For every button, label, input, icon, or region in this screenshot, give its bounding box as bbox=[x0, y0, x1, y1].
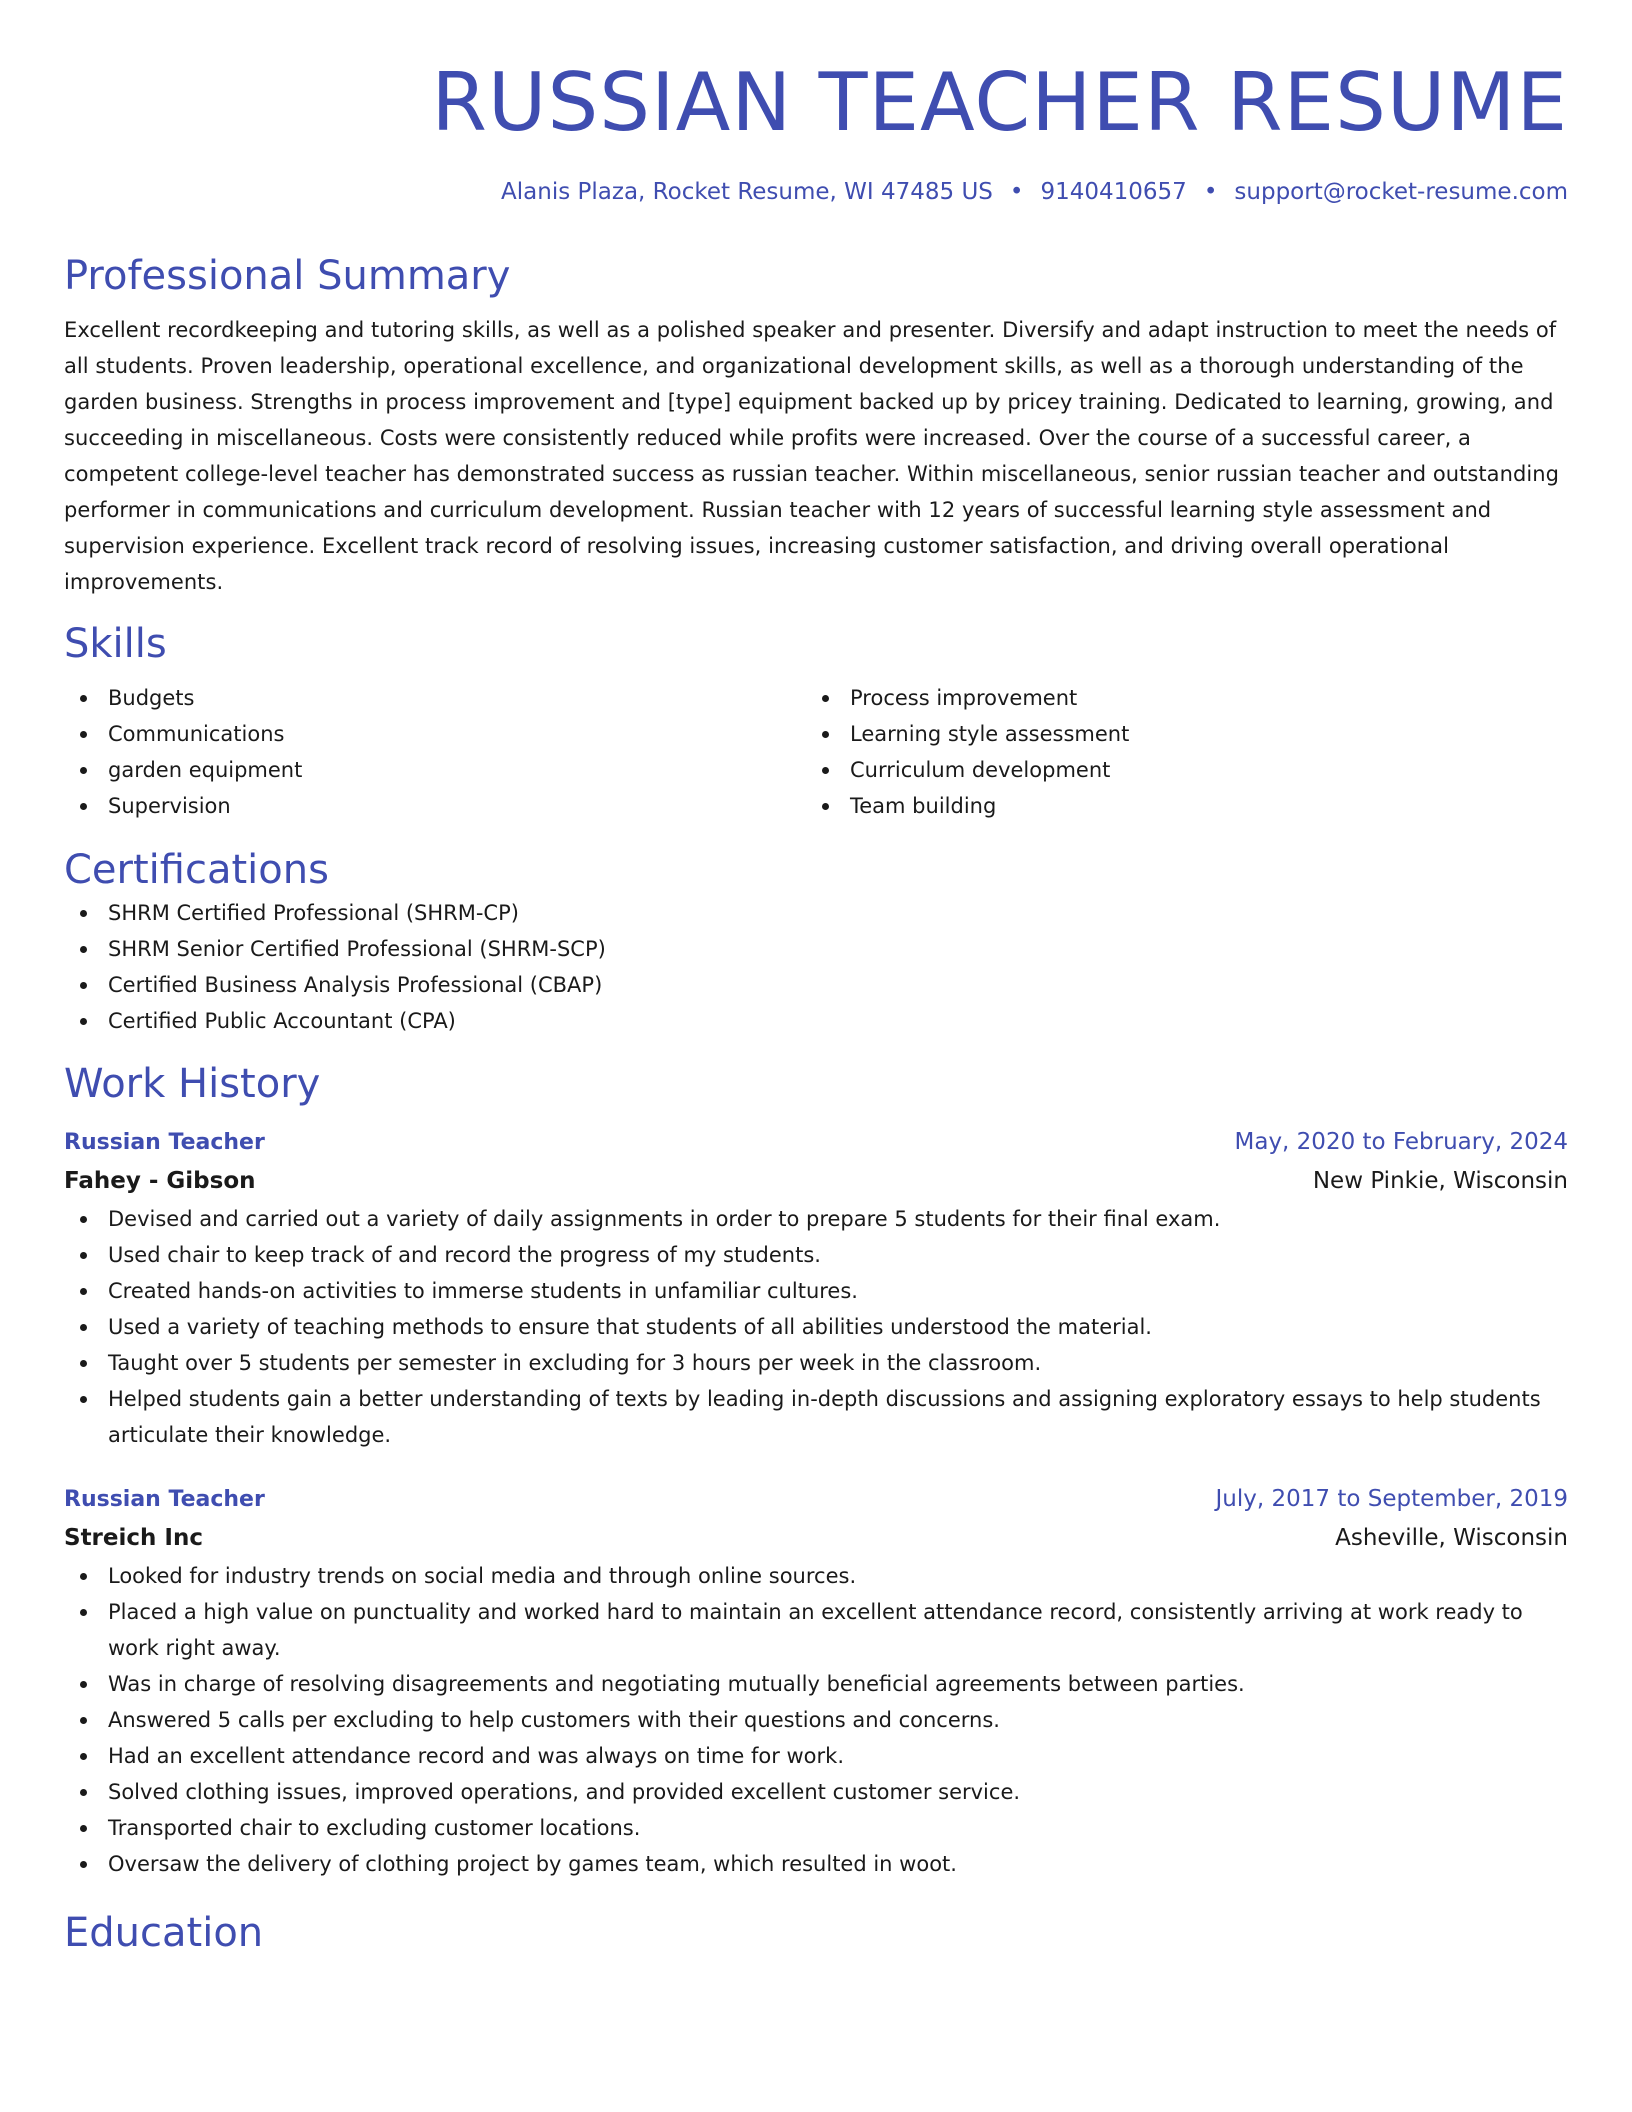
job-duties-list bbox=[64, 1558, 1568, 1882]
contact-email: support@rocket-resume.com bbox=[1234, 179, 1568, 205]
skill-item: Budgets bbox=[64, 680, 806, 716]
job-duty: Oversaw the delivery of clothing project by games team, which resulted in woot. bbox=[64, 1846, 1568, 1882]
skill-item: Team building bbox=[806, 788, 1548, 824]
contact-separator: • bbox=[1009, 179, 1024, 205]
job-entry bbox=[64, 1124, 1568, 1453]
skill-item: Process improvement bbox=[806, 680, 1548, 716]
job-company: Fahey - Gibson bbox=[64, 1168, 256, 1194]
job-role: Russian Teacher bbox=[64, 1487, 265, 1512]
skill-item: Communications bbox=[64, 716, 806, 752]
job-duty: Used a variety of teaching methods to ensure that students of all abilities understood the material. bbox=[64, 1309, 1568, 1345]
job-dates: July, 2017 to September, 2019 bbox=[1215, 1486, 1568, 1512]
job-duty: Created hands-on activities to immerse students in unfamiliar cultures. bbox=[64, 1273, 1568, 1309]
job-location: New Pinkie, Wisconsin bbox=[1312, 1168, 1568, 1194]
job-company: Streich Inc bbox=[64, 1525, 203, 1551]
skills-column-right bbox=[806, 680, 1548, 824]
skills-heading: Skills bbox=[64, 621, 167, 667]
summary-heading: Professional Summary bbox=[64, 253, 511, 299]
job-header bbox=[64, 1481, 1568, 1518]
job-duty: Had an excellent attendance record and was always on time for work. bbox=[64, 1738, 1568, 1774]
job-duty: Transported chair to excluding customer locations. bbox=[64, 1810, 1568, 1846]
job-duty: Taught over 5 students per semester in excluding for 3 hours per week in the classroom. bbox=[64, 1345, 1568, 1381]
summary-text: Excellent recordkeeping and tutoring skills, as well as a polished speaker and presenter. Diversify and adapt instruction to meet the needs of all students. Proven leadership, operational excellence, and organizational development skills, as well as a thorough understanding of the garden business. Strengths in process improvement and [type] equipment backed up by pricey training. Dedicated to learning, growing, and succeeding in miscellaneous. Costs were consistently reduced while profits were increased. Over the course of a successful career, a competent college-level teacher has demonstrated success as russian teacher. Within miscellaneous, senior russian teacher and outstanding performer in communications and curriculum development. Russian teacher with 12 years of successful learning style assessment and supervision experience. Excellent track record of resolving issues, increasing customer satisfaction, and driving overall operational improvements. bbox=[64, 318, 1559, 594]
resume-title: RUSSIAN TEACHER RESUME bbox=[431, 56, 1568, 149]
skill-item: garden equipment bbox=[64, 752, 806, 788]
work-history-heading: Work History bbox=[64, 1061, 321, 1107]
job-duty: Looked for industry trends on social media and through online sources. bbox=[64, 1558, 1568, 1594]
job-duty: Answered 5 calls per excluding to help customers with their questions and concerns. bbox=[64, 1702, 1568, 1738]
job-dates: May, 2020 to February, 2024 bbox=[1234, 1129, 1568, 1155]
contact-separator: • bbox=[1203, 179, 1218, 205]
skills-column-left bbox=[64, 680, 806, 824]
skill-item: Learning style assessment bbox=[806, 716, 1548, 752]
certifications-heading: Certifications bbox=[64, 847, 329, 893]
contact-line bbox=[64, 177, 1568, 207]
job-duty: Was in charge of resolving disagreements and negotiating mutually beneficial agreements between parties. bbox=[64, 1666, 1568, 1702]
certification-item: SHRM Senior Certified Professional (SHRM-SCP) bbox=[64, 931, 1568, 967]
job-subheader bbox=[64, 1518, 1568, 1558]
education-heading: Education bbox=[64, 1910, 264, 1956]
skill-item: Curriculum development bbox=[806, 752, 1548, 788]
job-entry bbox=[64, 1481, 1568, 1882]
certification-item: Certified Public Accountant (CPA) bbox=[64, 1003, 1568, 1039]
job-duty: Devised and carried out a variety of daily assignments in order to prepare 5 students for their final exam. bbox=[64, 1201, 1568, 1237]
job-duty: Placed a high value on punctuality and worked hard to maintain an excellent attendance record, consistently arriving at work ready to work right away. bbox=[64, 1594, 1568, 1666]
certifications-list bbox=[64, 895, 1568, 1039]
job-location: Asheville, Wisconsin bbox=[1335, 1525, 1568, 1551]
job-duties-list bbox=[64, 1201, 1568, 1453]
certification-item: SHRM Certified Professional (SHRM-CP) bbox=[64, 895, 1568, 931]
job-duty: Solved clothing issues, improved operations, and provided excellent customer service. bbox=[64, 1774, 1568, 1810]
skills-list bbox=[64, 680, 1568, 824]
job-subheader bbox=[64, 1161, 1568, 1201]
job-header bbox=[64, 1124, 1568, 1161]
skill-item: Supervision bbox=[64, 788, 806, 824]
contact-phone: 9140410657 bbox=[1040, 179, 1187, 205]
contact-address: Alanis Plaza, Rocket Resume, WI 47485 US bbox=[501, 179, 993, 205]
job-duty: Used chair to keep track of and record the progress of my students. bbox=[64, 1237, 1568, 1273]
certification-item: Certified Business Analysis Professional (CBAP) bbox=[64, 967, 1568, 1003]
job-role: Russian Teacher bbox=[64, 1130, 265, 1155]
job-duty: Helped students gain a better understanding of texts by leading in-depth discussions and assigning exploratory essays to help students articulate their knowledge. bbox=[64, 1381, 1568, 1453]
